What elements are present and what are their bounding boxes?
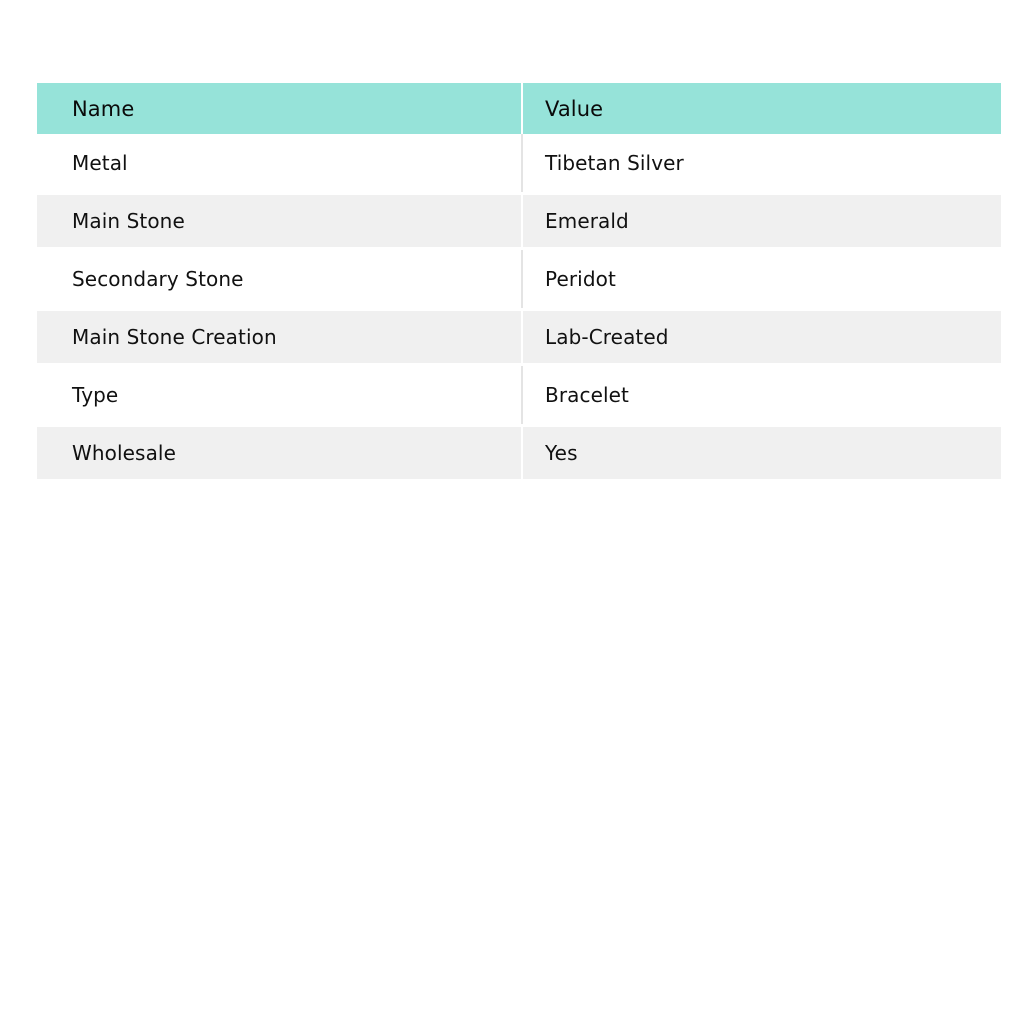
table-row — [37, 250, 1001, 308]
header-value: Value — [545, 96, 604, 121]
row-value-cell: Emerald — [545, 209, 629, 233]
row-name-cell: Main Stone Creation — [37, 311, 523, 363]
table-row — [37, 134, 1001, 192]
row-name-cell: Metal — [37, 134, 523, 192]
table-row — [37, 195, 1001, 247]
row-value-cell: Bracelet — [545, 383, 630, 407]
row-name-cell: Type — [37, 366, 523, 424]
row-name-cell: Secondary Stone — [37, 250, 523, 308]
row-name-cell: Wholesale — [37, 427, 523, 479]
spec-table — [37, 83, 1001, 482]
row-value-cell: Lab-Created — [545, 325, 669, 349]
table-row — [37, 311, 1001, 363]
table-row — [37, 427, 1001, 479]
row-name-cell: Main Stone — [37, 195, 523, 247]
row-value-cell: Tibetan Silver — [545, 151, 684, 175]
row-value-cell: Peridot — [545, 267, 616, 291]
table-row — [37, 366, 1001, 424]
header-name: Name — [37, 83, 523, 134]
table-header-row — [37, 83, 1001, 134]
row-value-cell: Yes — [545, 441, 578, 465]
